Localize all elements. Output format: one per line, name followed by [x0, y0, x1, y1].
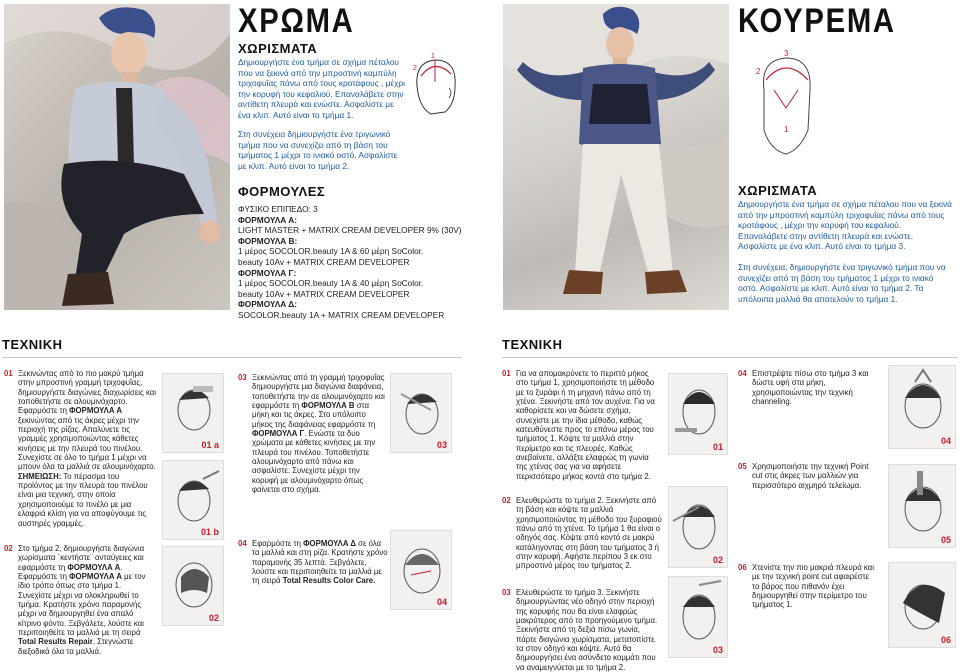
illustration-tag: 01 — [712, 442, 723, 452]
step-number: 04 — [238, 539, 247, 548]
formula-c-text: 1 μέρος SOCOLOR.beauty 1A & 40 μέρη SoColor. beauty 10Av + MATRIX CREAM DEVELOPER — [238, 278, 424, 299]
step-number: 03 — [502, 588, 511, 597]
step-number: 06 — [738, 563, 747, 572]
step-text: Χρησιμοποιήστε την τεχνική Point cut στις άκρες των μαλλιών για περισσότερο αιχμηρό τελείωμα. — [752, 462, 869, 490]
illustration-tag: 03 — [712, 645, 723, 655]
page-title-haircut: ΚΟΥΡΕΜΑ — [738, 2, 896, 40]
formulas-block — [238, 204, 478, 321]
step-number: 01 — [4, 369, 13, 378]
step-text: Ξεκινώντας από το πιο μακρύ τμήμα στην μπροστινή γραμμή τριχοφυΐας, δημιουργήστε διαγώνιες διαχωρίσεις και τοποθετήστε σε αλουμινόχαρτο. Εφαρμόστε τη ΦΟΡΜΟΥΛΑ Α ξεκινώντας από τις άκρες μέχρι την περιοχή της ρίζας. Απαλύνετε τις γραμμές χρησιμοποιώντας κάθετες κινήσεις με την πλευρά του πινέλου. Συνεχίστε σε όλο το τμήμα 1 μέχρι να μπουν όλα τα μαλλιά σε αλουμινόχαρτο. ΣΗΜΕΙΩΣΗ: Το πέρασμα του προϊόντος με την πλευρά του πινέλου είναι μια τεχνική, στην οποία χρησιμοποιούμε το πινέλο με μια ελαφριά κλίση για να αποφύγουμε τις αυστηρές γραμμές. — [18, 369, 157, 528]
formula-a-text: LIGHT MASTER + MATRIX CREAM DEVELOPER 9% (30V) — [238, 225, 462, 236]
svg-text:3: 3 — [784, 50, 789, 58]
model-photo-left — [4, 4, 230, 310]
illustration-tag: 02 — [208, 613, 219, 623]
step-number: 01 — [502, 369, 511, 378]
formula-c-label: ΦΟΡΜΟΥΛΑ Γ: — [238, 267, 297, 278]
illustration-04-left — [390, 530, 452, 610]
step-number: 05 — [738, 462, 747, 471]
divider-right — [502, 357, 958, 358]
step-text: Ξεκινώντας από τη γραμμή τριχοφυΐας δημιουργήστε μια διαγώνια διαφάνεια, τοποθετήστε την σε αλουμινόχαρτο και εφαρμόστε τη ΦΟΡΜΟΥΛΑ Β στα μήκη και τις άκρες. Στο υπόλοιπο μήκος της διαφάνειας εφαρμόστε τη ΦΟΡΜΟΥΛΑ Γ. Ενώστε τα δυο χρώματα με κάθετες κινήσεις με την πλευρά του πινέλου. Τοποθετήστε αλουμινόχαρτο από πάνω και ασφαλίστε. Συνεχίστε μέχρι την κορυφή με αλουμινόχαρτο όπως φαίνεται στο σχήμα. — [252, 373, 385, 495]
step-text: Εφαρμόστε τη ΦΟΡΜΟΥΛΑ Δ σε όλα τα μαλλιά και στη ρίζα. Κρατήστε χρόνο παραμονής 35 λεπτά. Ξεβγάλετε, λούστε και περιποιηθείτε τα μαλλιά με τη σειρά Total Results Color Care. — [252, 539, 388, 586]
svg-text:1: 1 — [784, 125, 789, 134]
divider-left — [2, 357, 462, 358]
illustration-tag: 01 b — [200, 527, 219, 537]
svg-text:2: 2 — [756, 67, 761, 76]
illustration-tag: 06 — [940, 635, 951, 645]
step-text: Χτενίστε την πιο μακριά πλευρά και με την τεχνική point cut αφαιρέστε το βάρος που πιθανόν έχει δημιουργηθεί στην περίμετρο του τμήματος 1. — [752, 563, 874, 610]
step-text: Ελευθερώστε το τμήμα 3. Ξεκινήστε δημιουργώντας νέο οδηγό στην περιοχή της κορυφής που θα είναι ελαφρώς μακρύτερος από το προηγούμενο τμήμα. Ξεκινήστε από τη δεξιά πίσω γωνία, πάρτε διαγώνια χωρίσματα, μετατοπίστε τα στον οδηγό και κόψτε. Αυτό θα δημιουργήσει ένα ασύνδετο κομμάτι που να αναμειγνύεται με το τμήμα 2. — [516, 588, 658, 672]
formula-b-label: ΦΟΡΜΟΥΛΑ Β: — [238, 235, 298, 246]
step-text: Στο τμήμα 2, δημιουργήστε διαγώνια χωρίσματα ¨κεντήστε¨ ανταύγειες και εφαρμόστε τη ΦΟΡΜΟΥΛΑ Α. Εφαρμόστε τη ΦΟΡΜΟΥΛΑ Α με τον ίδιο τρόπο όπως στο τμήμα 1. Συνεχίστε μέχρι να ολοκληρωθεί το τμήμα. Κρατήστε χρόνο παραμονής μέχρι να δημιουργηθεί ένα απαλό κίτρινο φόντο. Ξεβγάλετε, λούστε και περιποιηθείτε τα μαλλιά με τη σειρά Total Results Repair. Στεγνώστε διεξοδικά όλα τα μαλλιά. — [18, 544, 146, 656]
illustration-03-left — [390, 373, 452, 453]
technique-heading-left: ΤΕΧΝΙΚΗ — [2, 337, 63, 352]
illustration-02-left — [162, 546, 224, 626]
sections-text-left-2: Στη συνέχεια δημιουργήστε ένα τριγωνικό τμήμα που να συνεχίζει από τη βάση του τμήματος 1 μέχρι το ινιακό οστό. Ασφαλίστε με κλιπ. Αυτό είναι το τμήμα 2. — [238, 129, 398, 171]
sections-text-left-1: Δημιουργήστε ένα τμήμα σε σχήμα πέταλου που να ξεκινά από την μπροστινή καμπύλη τριχοφυΐας πάνω από τους κροτάφους , μέχρι την κορυφή του κεφαλιού. Επαναλάβετε στην αντίθετη πλευρά και ενώστε. Ασφαλίστε με ένα κλιπ. Αυτό είναι το τμήμα 1. — [238, 57, 406, 120]
illustration-05-right — [888, 464, 956, 548]
illustration-01b — [162, 460, 224, 540]
svg-text:2: 2 — [413, 65, 417, 72]
model-photo-right — [503, 4, 729, 310]
illustration-02-right — [668, 486, 728, 568]
natural-level: ΦΥΣΙΚΟ ΕΠΙΠΕΔΟ: 3 — [238, 204, 318, 214]
illustration-tag: 04 — [436, 597, 447, 607]
formula-d-text: SOCOLOR.beauty 1A + MATRIX CREAM DEVELOPER — [238, 309, 445, 320]
illustration-tag: 04 — [940, 436, 951, 446]
illustration-tag: 03 — [436, 440, 447, 450]
step-number: 02 — [4, 544, 13, 553]
illustration-01-right — [668, 373, 728, 455]
illustration-06-right — [888, 562, 956, 648]
sections-head-diagram-right — [740, 50, 828, 162]
sections-text-right-2: Στη συνέχεια, δημιουργήστε ένα τριγωνικό τμήμα που να συνεχίζει από τη βάση του τμήματος 1 μέχρι το ινιακό οστό. Ασφαλίστε με κλιπ. Αυτό είναι το τμήμα 2. Τα υπόλοιπα μαλλιά θα αποτελούν το τμήμα 1. — [738, 262, 946, 304]
sections-heading-right: ΧΩΡΙΣΜΑΤΑ — [738, 183, 818, 198]
step-number: 02 — [502, 496, 511, 505]
page-title-color: ΧΡΩΜΑ — [238, 2, 355, 40]
illustration-tag: 05 — [940, 535, 951, 545]
sections-text-right-1: Δημιουργήστε ένα τμήμα σε σχήμα πέταλου που να ξεκινά από την μπροστινή καμπύλη τριχοφυΐας πάνω από τους κροτάφους , μέχρι την κορυφή του κεφαλιού. Επαναλάβετε στην αντίθετη πλευρά και ενώστε. Ασφαλίστε με ένα κλιπ. Αυτό είναι το τμήμα 3. — [738, 199, 952, 252]
step-text: Για να απομακρύνετε το περιττό μήκος στο τμήμα 1, χρησιμοποιήστε τη μέθοδο με το ξυράφι ή τη μηχανή πάνω από τη χτένα. Ξεκινήστε από τον αυχένα. Για να καθορίσετε και να δώσετε σχήμα, συνεχίστε με την ίδια μέθοδο, καθώς κατευθύνεστε προς το επάνω μέρος του τμήματος 1. Κόψτε τα μαλλιά στην περίμετρο και τις πλευρές. Καθώς ανεβαίνετε, αλλάξτε ελαφρώς τη γωνία της χτένας σας για να αφήσετε περισσότερο μήκος κοντά στο τμήμα 2. — [516, 369, 655, 481]
sections-heading-left: ΧΩΡΙΣΜΑΤΑ — [238, 41, 318, 56]
formulas-heading: ΦΟΡΜΟΥΛΕΣ — [238, 184, 326, 199]
technique-heading-right: ΤΕΧΝΙΚΗ — [502, 337, 563, 352]
formula-b-text: 1 μέρος SOCOLOR.beauty 1A & 60 μέρη SoColor. beauty 10Av + MATRIX CREAM DEVELOPER — [238, 246, 424, 267]
formula-d-label: ΦΟΡΜΟΥΛΑ Δ: — [238, 299, 297, 310]
step-text: Επιστρέψτε πίσω στο τμήμα 3 και δώστε υφή στα μήκη, χρησιμοποιώντας την τεχνική channeling. — [752, 369, 869, 407]
illustration-tag: 02 — [712, 555, 723, 565]
illustration-04-right — [888, 365, 956, 449]
step-number: 03 — [238, 373, 247, 382]
step-number: 04 — [738, 369, 747, 378]
sections-head-diagram-left — [405, 52, 465, 122]
illustration-03-right — [668, 576, 728, 658]
illustration-tag: 01 a — [201, 440, 219, 450]
svg-text:1: 1 — [431, 53, 435, 60]
formula-a-label: ΦΟΡΜΟΥΛΑ Α: — [238, 214, 297, 225]
illustration-01a — [162, 373, 224, 453]
step-text: Ελευθερώστε το τμήμα 2. Ξεκινήστε από τη βάση και κόψτε τα μαλλιά χρησιμοποιώντας τη μέθοδο του ξυραφιού πάνω από τη χτένα. Το τμήμα 1 θα είναι ο οδηγός σας. Κόψτε από κοντό σε μακρύ κατάληγοντας στη βάση του τμήματος 3 ή στην κορυφή. Αφήστε περίπου 3 εκ στο μπροστινό μέρος του τμήματος 2. — [516, 496, 662, 571]
